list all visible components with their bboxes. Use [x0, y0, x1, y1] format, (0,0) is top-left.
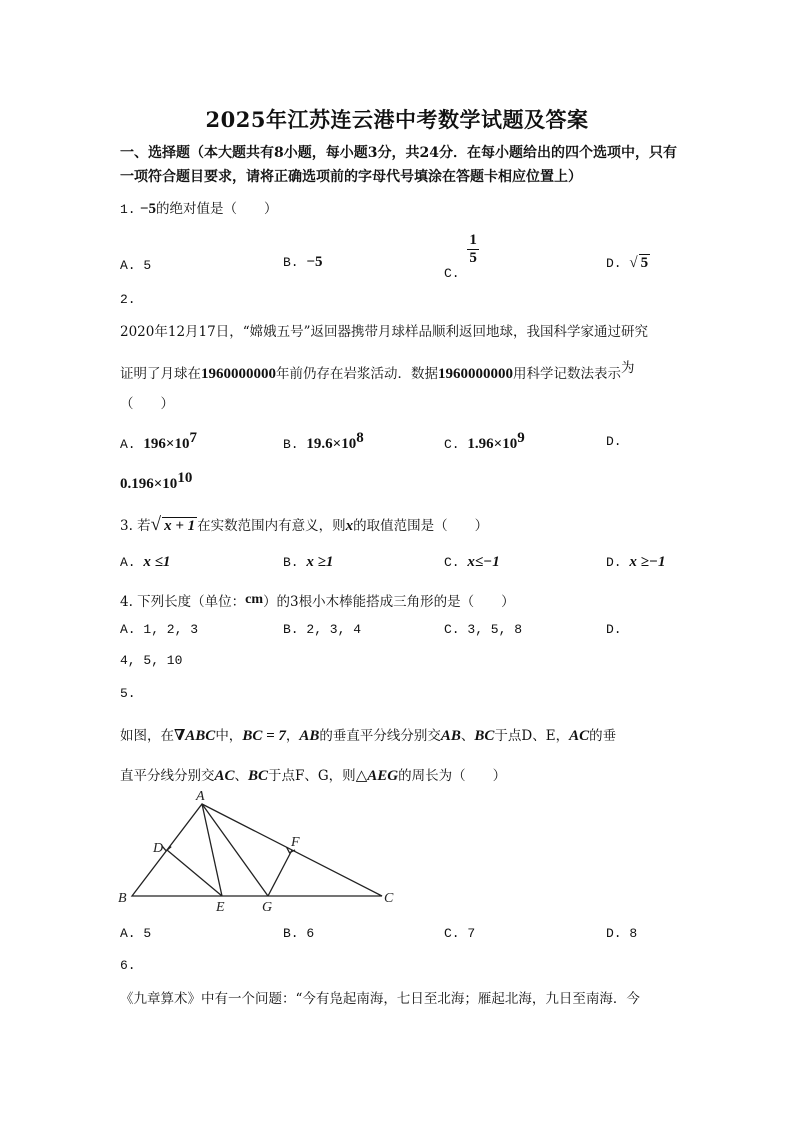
- q2-option-a: A. $196\times 10^7$: [120, 430, 197, 452]
- q2-line1: 2020年12月17日，“嫦娥五号”返回器携带月球样品顺利返回地球，我国科学家通过研究: [120, 324, 649, 340]
- q5-number: 5.: [120, 686, 136, 701]
- q4-option-b: B. 2, 3, 4: [283, 622, 362, 637]
- section-header-line2: 一项符合题目要求，请将正确选项前的字母代号填涂在答题卡相应位置上）: [120, 169, 582, 185]
- q2-line2: 证明了月球在1960000000年前仍存在岩浆活动．数据1960000000用科学记数法表示为: [120, 360, 635, 382]
- question-3-stem: 3. 若√ x + 1 在实数范围内有意义，则x的取值范围是（ ）: [120, 514, 489, 535]
- q5-option-b: B. 6: [283, 926, 315, 941]
- q4-option-c: C. 3, 5, 8: [444, 622, 523, 637]
- label-b: B: [118, 891, 127, 906]
- question-4-stem: 4. 下列长度（单位：cm）的3根小木棒能搭成三角形的是（ ）: [120, 592, 515, 610]
- q1-option-c: C. $\frac{1}{5}$: [444, 232, 477, 281]
- question-1-stem: [120, 197, 277, 218]
- math-number: 1960000000: [201, 366, 276, 382]
- sqrt-sign: √: [150, 514, 162, 535]
- label-g: G: [262, 900, 273, 915]
- math-expression: −5: [139, 201, 156, 217]
- label-d: D: [153, 841, 164, 856]
- q1-option-d: D. √ 5: [606, 255, 649, 271]
- q5-option-d: D. 8: [606, 926, 638, 941]
- math-number: 1960000000: [438, 366, 513, 382]
- q4-option-a: A. 1, 2, 3: [120, 622, 199, 637]
- q2-number: 2.: [120, 292, 136, 307]
- q2-option-d-label: D.: [606, 434, 622, 449]
- unit-label: cm: [245, 592, 264, 607]
- q6-line1: 《九章算术》中有一个问题：“今有凫起南海，七日至北海；雁起北海，九日至南海．今: [120, 991, 640, 1007]
- q3-option-b: B. x ≥1: [283, 554, 334, 570]
- sqrt-sign: √: [629, 255, 638, 271]
- q3-option-c: C. x≤−1: [444, 554, 500, 570]
- q3-option-a: A. x ≤1: [120, 554, 171, 570]
- label-e: E: [216, 900, 225, 915]
- math-expression: −5: [306, 254, 323, 270]
- q1-option-a: A. 5: [120, 258, 152, 273]
- q2-option-b: B. $19.6\times 10^8$: [283, 430, 364, 452]
- q2-line3: （ ）: [120, 396, 174, 412]
- label-c: C: [384, 891, 394, 906]
- q2-option-c: C. $1.96\times 10^9$: [444, 430, 525, 452]
- q5-option-c: C. 7: [444, 926, 476, 941]
- perp-bisector-fg: [268, 850, 292, 896]
- q4-option-d-label: D.: [606, 622, 622, 637]
- label-f: F: [291, 835, 300, 850]
- q4-option-d: 4, 5, 10: [120, 653, 183, 668]
- triangle-figure: [110, 790, 410, 915]
- q2-option-d: $0.196\times 10^{10}$: [120, 470, 193, 492]
- label-a: A: [196, 790, 205, 804]
- radicand: x + 1: [164, 518, 196, 534]
- q6-number: 6.: [120, 958, 136, 973]
- question-number: 1.: [120, 202, 136, 217]
- triangle-abc: [132, 804, 382, 896]
- q3-option-d: D. x ≥−1: [606, 554, 666, 570]
- q5-option-a: A. 5: [120, 926, 152, 941]
- section-header-line1: 一、选择题（本大题共有8小题，每小题3分，共24分．在每小题给出的四个选项中，只有: [120, 145, 677, 161]
- q1-option-b: B. −5: [283, 254, 323, 270]
- page-title: 2025年江苏连云港中考数学试题及答案: [205, 107, 589, 132]
- q5-line2: 直平分线分别交AC、BC于点F、G，则△AEG的周长为（ ）: [120, 768, 507, 784]
- q5-line1: 如图，在∇ABC中，BC = 7，AB的垂直平分线分别交AB、BC于点D、E，AC的垂: [120, 728, 617, 744]
- fraction: $\frac{1}{5}$: [469, 232, 477, 266]
- question-text: 的绝对值是（ ）: [155, 201, 278, 217]
